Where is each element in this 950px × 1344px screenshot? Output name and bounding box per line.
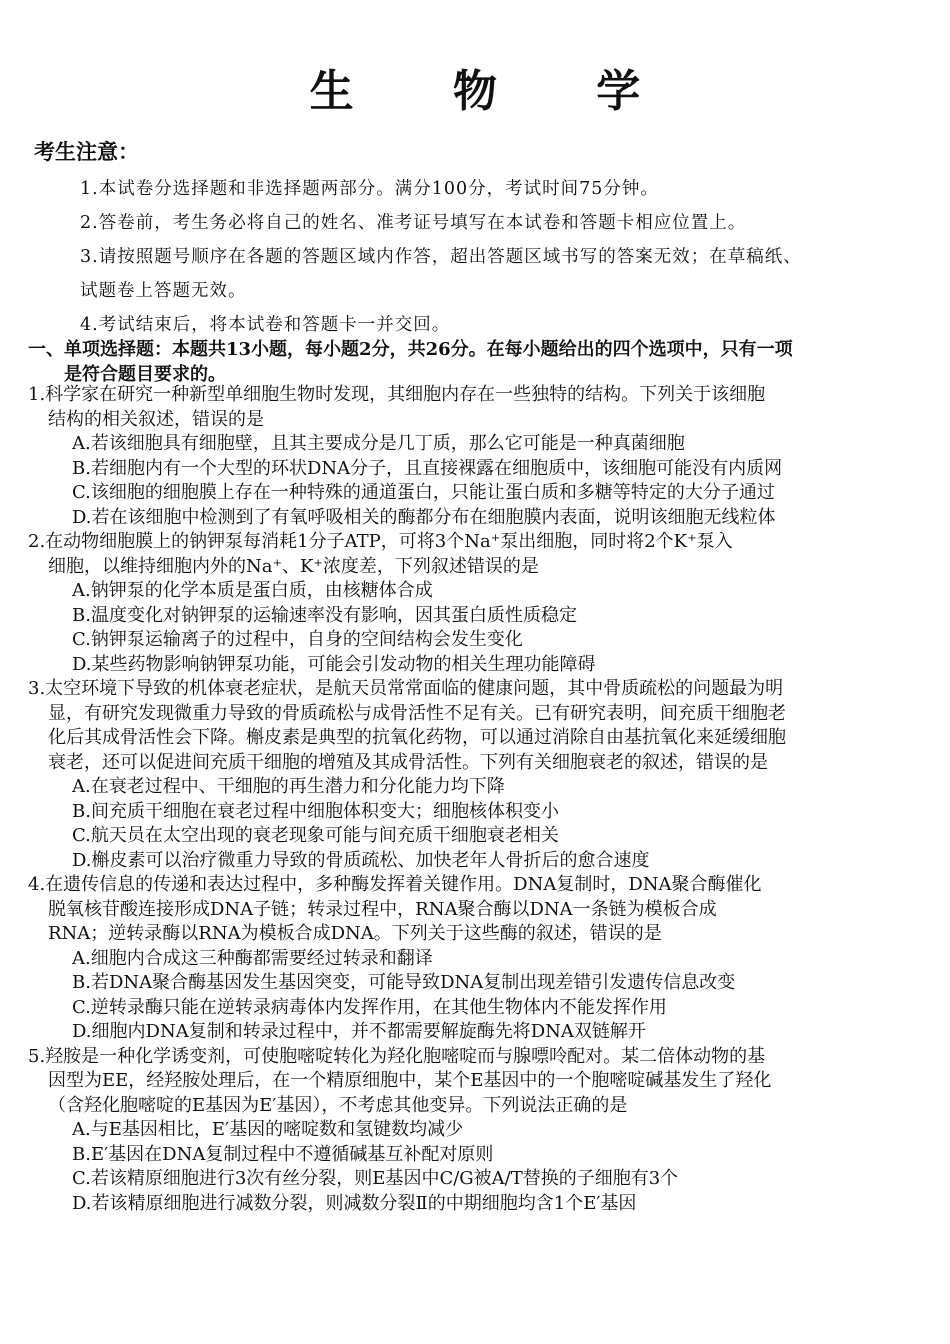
- option-c: C.逆转录酶只能在逆转录病毒体内发挥作用，在其他生物体内不能发挥作用: [72, 996, 667, 1018]
- question-5: [28, 1045, 923, 1217]
- notice-list: [80, 172, 910, 342]
- section-heading-line: 一、单项选择题：本题共13小题，每小题2分，共26分。在每小题给出的四个选项中，只有一项: [28, 339, 793, 360]
- option-c: C.该细胞的细胞膜上存在一种特殊的通道蛋白，只能让蛋白质和多糖等特定的大分子通过: [72, 482, 775, 503]
- option-a: A.在衰老过程中、干细胞的再生潜力和分化能力均下降: [72, 776, 505, 797]
- stem-line: 3.太空环境下导致的机体衰老症状，是航天员常常面临的健康问题，其中骨质疏松的问题最为明: [28, 678, 784, 699]
- stem-line: 脱氧核苷酸连接形成DNA子链；转录过程中，RNA聚合酶以DNA一条链为模板合成: [48, 898, 717, 920]
- option-b: B.若DNA聚合酶基因发生基因突变，可能导致DNA复制出现差错引发遗传信息改变: [72, 972, 736, 993]
- section-heading: [28, 337, 918, 387]
- option-a: A.若该细胞具有细胞壁，且其主要成分是几丁质，那么它可能是一种真菌细胞: [72, 433, 685, 454]
- option-d: D.细胞内DNA复制和转录过程中，并不都需要解旋酶先将DNA双链解开: [72, 1021, 646, 1042]
- stem-line: 5.羟胺是一种化学诱变剂，可使胞嘧啶转化为羟化胞嘧啶而与腺嘌呤配对。某二倍体动物的基: [28, 1045, 766, 1067]
- question-1: [28, 383, 923, 530]
- option-a: A.细胞内合成这三种酶都需要经过转录和翻译: [72, 947, 433, 969]
- page-title: 生 物 学: [309, 66, 683, 117]
- notice-item: 2.答卷前，考生务必将自己的姓名、准考证号填写在本试卷和答题卡相应位置上。: [80, 213, 747, 233]
- question-3: [28, 677, 923, 873]
- option-b: B.若细胞内有一个大型的环状DNA分子，且直接裸露在细胞质中，该细胞可能没有内质网: [72, 457, 783, 479]
- option-c: C.钠钾泵运输离子的过程中，自身的空间结构会发生变化: [72, 629, 523, 650]
- question-list: [28, 383, 923, 1216]
- notice-item: 1.本试卷分选择题和非选择题两部分。满分100分，考试时间75分钟。: [80, 179, 659, 199]
- question-stem: [28, 530, 923, 579]
- option-d: D.槲皮素可以治疗微重力导致的骨质疏松、加快老年人骨折后的愈合速度: [72, 849, 650, 871]
- option-c: C.若该精原细胞进行3次有丝分裂，则E基因中C/G被A/T替换的子细胞有3个: [72, 1168, 679, 1189]
- option-a: A.与E基因相比，E′基因的嘧啶数和氢键数均减少: [72, 1119, 464, 1140]
- notice-item: 4.考试结束后，将本试卷和答题卡一并交回。: [80, 315, 451, 335]
- option-b: B.E′基因在DNA复制过程中不遵循碱基互补配对原则: [72, 1143, 494, 1165]
- option-b: B.间充质干细胞在衰老过程中细胞体积变大；细胞核体积变小: [72, 800, 559, 822]
- stem-line: 细胞，以维持细胞内外的Na⁺、K⁺浓度差，下列叙述错误的是: [48, 555, 539, 577]
- stem-line: 衰老，还可以促进间充质干细胞的增殖及其成骨活性。下列有关细胞衰老的叙述，错误的是: [48, 751, 768, 773]
- stem-line: RNA；逆转录酶以RNA为模板合成DNA。下列关于这些酶的叙述，错误的是: [48, 923, 662, 944]
- stem-line: 显，有研究发现微重力导致的骨质疏松与成骨活性不足有关。已有研究表明，间充质干细胞老: [48, 702, 786, 724]
- question-2: [28, 530, 923, 677]
- stem-line: 因型为EE，经羟胺处理后，在一个精原细胞中，某个E基因中的一个胞嘧啶碱基发生了羟化: [48, 1070, 772, 1091]
- stem-line: 2.在动物细胞膜上的钠钾泵每消耗1分子ATP，可将3个Na⁺泵出细胞，同时将2个K⁺泵入: [28, 531, 733, 552]
- stem-line: （含羟化胞嘧啶的E基因为E′基因），不考虑其他变异。下列说法正确的是: [48, 1094, 628, 1116]
- question-stem: [28, 1045, 923, 1119]
- stem-line: 1.科学家在研究一种新型单细胞生物时发现，其细胞内存在一些独特的结构。下列关于该细胞: [28, 384, 766, 405]
- option-c: C.航天员在太空出现的衰老现象可能与间充质干细胞衰老相关: [72, 825, 559, 846]
- option-d: D.若该精原细胞进行减数分裂，则减数分裂Ⅱ的中期细胞均含1个E′基因: [72, 1192, 637, 1214]
- question-stem: [28, 383, 923, 432]
- option-a: A.钠钾泵的化学本质是蛋白质，由核糖体合成: [72, 580, 433, 601]
- option-d: D.若在该细胞中检测到了有氧呼吸相关的酶都分布在细胞膜内表面，说明该细胞无线粒体: [72, 506, 776, 528]
- option-d: D.某些药物影响钠钾泵功能，可能会引发动物的相关生理功能障碍: [72, 653, 596, 675]
- option-b: B.温度变化对钠钾泵的运输速率没有影响，因其蛋白质性质稳定: [72, 604, 577, 626]
- notice-item: 3.请按照题号顺序在各题的答题区域内作答，超出答题区域书写的答案无效；在草稿纸、: [80, 247, 802, 267]
- question-4: [28, 873, 923, 1045]
- stem-line: 化后其成骨活性会下降。槲皮素是典型的抗氧化药物，可以通过消除自由基抗氧化来延缓细胞: [48, 727, 786, 748]
- question-stem: [28, 677, 923, 775]
- section-heading-line: 是符合题目要求的。: [64, 364, 226, 385]
- notice-item: 试题卷上答题无效。: [80, 281, 247, 301]
- question-stem: [28, 873, 923, 947]
- stem-line: 4.在遗传信息的传递和表达过程中，多种酶发挥着关键作用。DNA复制时，DNA聚合酶催化: [28, 874, 762, 895]
- stem-line: 结构的相关叙述，错误的是: [48, 408, 264, 430]
- notice-heading: 考生注意：: [34, 139, 139, 164]
